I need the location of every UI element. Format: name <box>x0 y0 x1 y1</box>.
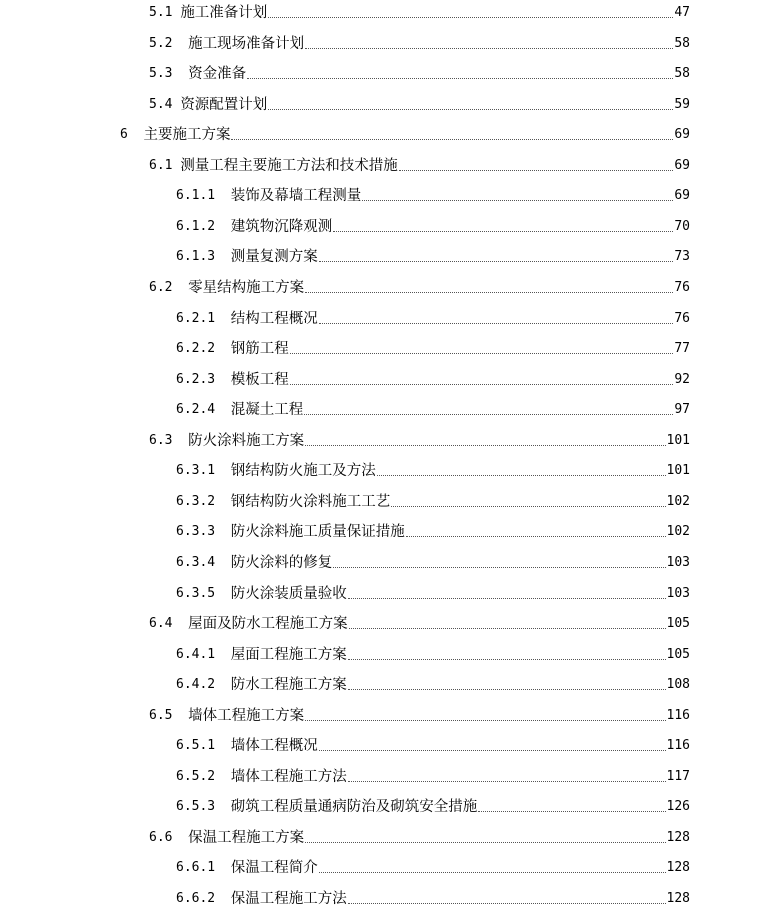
toc-entry-page-number: 105 <box>666 646 690 662</box>
toc-entry-gap <box>215 585 231 603</box>
toc-entry-number: 6.4 <box>149 616 173 631</box>
toc-entry-number: 6.1.2 <box>176 218 216 234</box>
toc-entry-gap <box>215 646 231 664</box>
toc-entry-gap <box>215 890 231 908</box>
dot-leader <box>304 414 673 415</box>
toc-entry-page-number: 128 <box>666 829 690 845</box>
toc-entry-gap <box>172 829 188 847</box>
toc-entry-title: 资源配置计划 <box>180 96 268 113</box>
toc-entry-title: 防水工程施工方案 <box>230 677 347 694</box>
toc-entry-page-number: 59 <box>674 96 690 112</box>
toc-entry[interactable] <box>0 212 780 236</box>
dot-leader <box>305 842 665 843</box>
toc-entry-title: 屋面工程施工方案 <box>230 646 347 663</box>
toc-entry[interactable] <box>0 884 780 908</box>
toc-entry-number: 6 <box>120 127 128 143</box>
toc-entry[interactable] <box>0 731 780 755</box>
toc-entry-page-number: 103 <box>666 554 690 570</box>
toc-entry-page-number: 108 <box>666 677 690 693</box>
toc-entry-title: 钢结构防火涂料施工工艺 <box>230 493 391 510</box>
toc-entry-gap <box>128 126 144 144</box>
toc-entry-page-number: 102 <box>666 493 690 509</box>
dot-leader <box>319 750 666 751</box>
dot-leader <box>377 475 666 476</box>
toc-entry-page-number: 101 <box>666 463 690 479</box>
dot-leader <box>348 903 666 904</box>
toc-entry-gap <box>215 371 231 389</box>
toc-entry[interactable] <box>0 517 780 541</box>
toc-entry-number: 6.2.4 <box>176 402 216 418</box>
dot-leader <box>319 872 666 873</box>
toc-entry-title: 墙体工程施工方案 <box>188 707 305 724</box>
toc-entry-number: 6.2.1 <box>176 310 216 326</box>
toc-entry-page-number: 76 <box>674 310 690 326</box>
dot-leader <box>399 170 674 171</box>
toc-entry-number: 6.2.2 <box>176 341 216 357</box>
toc-entry-gap <box>215 310 231 328</box>
toc-entry-number: 6.6 <box>149 829 173 845</box>
toc-entry-gap <box>215 462 231 480</box>
toc-entry-number: 5.4 <box>149 96 173 112</box>
toc-entry[interactable] <box>0 365 780 389</box>
toc-entry-number: 6.3.3 <box>176 524 216 540</box>
toc-entry-page-number: 58 <box>674 35 690 51</box>
toc-entry-title: 测量工程主要施工方法和技术措施 <box>180 157 398 174</box>
toc-entry-gap <box>172 615 188 633</box>
toc-entry-title: 模板工程 <box>230 371 289 388</box>
toc-entry-gap <box>172 279 188 297</box>
dot-leader <box>391 506 665 507</box>
toc-entry-number: 6.2 <box>149 279 173 295</box>
dot-leader <box>406 536 666 537</box>
toc-entry-title: 零星结构施工方案 <box>188 279 305 296</box>
dot-leader <box>349 628 666 629</box>
toc-entry-gap <box>172 65 188 83</box>
toc-entry-gap <box>215 248 231 266</box>
toc-entry-gap <box>172 4 180 22</box>
toc-entry-title: 墙体工程施工方法 <box>230 768 347 785</box>
toc-entry-title: 防火涂料的修复 <box>230 554 333 571</box>
toc-entry[interactable] <box>0 0 780 22</box>
dot-leader <box>348 659 666 660</box>
dot-leader <box>348 689 666 690</box>
toc-entry[interactable] <box>0 609 780 633</box>
toc-entry-title: 施工现场准备计划 <box>188 35 305 52</box>
toc-entry-page-number: 126 <box>666 799 690 815</box>
toc-entry-gap <box>215 187 231 205</box>
toc-entry-title: 建筑物沉降观测 <box>230 218 333 235</box>
toc-entry-page-number: 77 <box>674 341 690 357</box>
toc-entry-page-number: 116 <box>666 738 690 754</box>
toc-entry-number: 6.1.1 <box>176 188 216 204</box>
toc-entry-title: 保温工程简介 <box>230 860 318 877</box>
toc-entry-number: 6.5.1 <box>176 738 216 754</box>
toc-entry-page-number: 117 <box>666 768 690 784</box>
toc-entry-page-number: 102 <box>666 524 690 540</box>
toc-entry-title: 混凝土工程 <box>230 402 304 419</box>
dot-leader <box>290 384 674 385</box>
toc-entry-gap <box>172 35 188 53</box>
toc-entry[interactable] <box>0 304 780 328</box>
toc-entry[interactable] <box>0 762 780 786</box>
toc-entry-number: 6.1 <box>149 157 173 173</box>
toc-entry-number: 6.3.1 <box>176 463 216 479</box>
dot-leader <box>305 292 673 293</box>
toc-entry[interactable] <box>0 487 780 511</box>
toc-entry-title: 防火涂装质量验收 <box>230 585 347 602</box>
dot-leader <box>305 445 665 446</box>
toc-entry-title: 保温工程施工方案 <box>188 829 305 846</box>
toc-entry-gap <box>172 96 180 114</box>
toc-entry[interactable] <box>0 640 780 664</box>
toc-entry-number: 6.1.3 <box>176 249 216 265</box>
toc-entry[interactable] <box>0 29 780 53</box>
toc-entry-number: 6.3.5 <box>176 585 216 601</box>
toc-entry[interactable] <box>0 395 780 419</box>
toc-entry-gap <box>172 707 188 725</box>
toc-entry-title: 钢结构防火施工及方法 <box>230 463 376 480</box>
toc-entry-title: 墙体工程概况 <box>230 738 318 755</box>
toc-entry[interactable] <box>0 579 780 603</box>
toc-entry-title: 砌筑工程质量通病防治及砌筑安全措施 <box>230 799 478 816</box>
toc-entry-number: 6.2.3 <box>176 371 216 387</box>
toc-entry-page-number: 76 <box>674 279 690 295</box>
toc-entry-title: 装饰及幕墙工程测量 <box>230 188 362 205</box>
dot-leader <box>333 231 673 232</box>
toc-entry-gap <box>172 432 188 450</box>
toc-entry-number: 6.6.1 <box>176 860 216 876</box>
toc-entry-number: 5.2 <box>149 35 173 51</box>
toc-entry-page-number: 69 <box>674 188 690 204</box>
dot-leader <box>305 48 673 49</box>
toc-entry-number: 6.5.2 <box>176 768 216 784</box>
toc-entry-number: 6.3 <box>149 432 173 448</box>
toc-entry-title: 结构工程概况 <box>230 310 318 327</box>
toc-entry-gap <box>215 768 231 786</box>
dot-leader <box>247 78 673 79</box>
dot-leader <box>362 200 673 201</box>
toc-entry-page-number: 70 <box>674 218 690 234</box>
dot-leader <box>333 567 665 568</box>
toc-entry-gap <box>215 340 231 358</box>
toc-entry-number: 5.1 <box>149 5 173 20</box>
toc-entry-page-number: 105 <box>666 616 690 631</box>
toc-entry[interactable] <box>0 792 780 816</box>
toc-entry-gap <box>215 523 231 541</box>
toc-entry-number: 6.6.2 <box>176 891 216 906</box>
toc-entry-number: 6.5.3 <box>176 799 216 815</box>
toc-entry-title: 主要施工方案 <box>143 127 231 144</box>
toc-entry-title: 屋面及防水工程施工方案 <box>188 616 348 632</box>
toc-entry-page-number: 128 <box>666 860 690 876</box>
toc-entry[interactable] <box>0 120 780 144</box>
toc-entry-gap <box>172 157 180 175</box>
toc-entry[interactable] <box>0 823 780 847</box>
toc-entry-title: 防火涂料施工方案 <box>188 432 305 449</box>
toc-entry-page-number: 97 <box>674 402 690 418</box>
toc-entry-gap <box>215 218 231 236</box>
toc-entry-page-number: 101 <box>666 432 690 448</box>
toc-entry-number: 6.4.1 <box>176 646 216 662</box>
toc-entry-gap <box>215 401 231 419</box>
toc-entry-gap <box>215 554 231 572</box>
toc-entry-number: 6.3.2 <box>176 493 216 509</box>
toc-entry-page-number: 69 <box>674 127 690 143</box>
toc-entry-gap <box>215 798 231 816</box>
toc-entry[interactable] <box>0 151 780 175</box>
dot-leader <box>319 323 674 324</box>
toc-entry-gap <box>215 676 231 694</box>
toc-entry-gap <box>215 859 231 877</box>
toc-entry[interactable] <box>0 181 780 205</box>
toc-entry-number: 6.3.4 <box>176 554 216 570</box>
dot-leader <box>290 353 674 354</box>
toc-entry-page-number: 92 <box>674 371 690 387</box>
toc-entry[interactable] <box>0 456 780 480</box>
toc-entry-page-number: 47 <box>674 5 690 20</box>
toc-entry-page-number: 103 <box>666 585 690 601</box>
toc-entry-gap <box>215 737 231 755</box>
dot-leader <box>268 109 673 110</box>
toc-entry-page-number: 69 <box>674 157 690 173</box>
toc-entry[interactable] <box>0 701 780 725</box>
toc-entry-page-number: 73 <box>674 249 690 265</box>
toc-entry-number: 5.3 <box>149 66 173 82</box>
toc-entry[interactable] <box>0 548 780 572</box>
toc-entry[interactable] <box>0 426 780 450</box>
dot-leader <box>348 781 666 782</box>
toc-entry-page-number: 58 <box>674 66 690 82</box>
toc-entry-gap <box>215 493 231 511</box>
dot-leader <box>319 261 674 262</box>
toc-entry-page-number: 128 <box>666 891 690 906</box>
dot-leader <box>348 598 666 599</box>
toc-entry-title: 资金准备 <box>188 66 247 83</box>
dot-leader <box>305 720 665 721</box>
dot-leader <box>231 139 673 140</box>
toc-entry[interactable] <box>0 334 780 358</box>
toc-entry[interactable] <box>0 273 780 297</box>
toc-entry-title: 防火涂料施工质量保证措施 <box>230 524 405 541</box>
toc-entry[interactable] <box>0 242 780 266</box>
toc-entry[interactable] <box>0 853 780 877</box>
toc-entry[interactable] <box>0 90 780 114</box>
dot-leader <box>268 17 673 18</box>
toc-entry-title: 施工准备计划 <box>180 5 268 21</box>
dot-leader <box>478 811 665 812</box>
toc-entry-title: 钢筋工程 <box>230 341 289 358</box>
toc-entry-title: 测量复测方案 <box>230 249 318 266</box>
toc-entry-page-number: 116 <box>666 707 690 723</box>
toc-entry-title: 保温工程施工方法 <box>230 891 347 907</box>
toc-entry-number: 6.4.2 <box>176 677 216 693</box>
toc-entry[interactable] <box>0 59 780 83</box>
toc-entry-number: 6.5 <box>149 707 173 723</box>
toc-entry[interactable] <box>0 670 780 694</box>
